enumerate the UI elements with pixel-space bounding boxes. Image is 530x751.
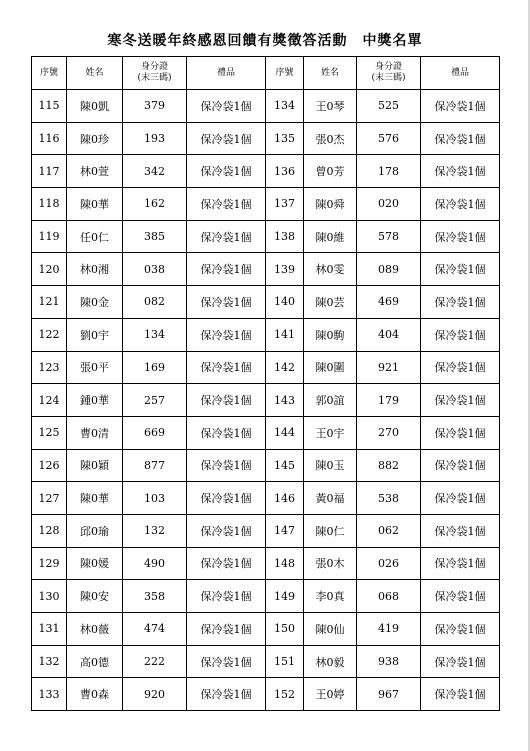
cell-gift: 保冷袋1個 (187, 416, 266, 449)
cell-id: 038 (123, 253, 187, 286)
cell-gift: 保冷袋1個 (421, 514, 500, 547)
cell-seq: 137 (266, 188, 304, 221)
cell-id: 474 (123, 613, 187, 646)
cell-name: 陳0維 (304, 220, 357, 253)
cell-name: 邱0瑜 (67, 514, 123, 547)
cell-gift: 保冷袋1個 (187, 449, 266, 482)
cell-name: 陳0華 (67, 482, 123, 515)
cell-seq: 139 (266, 253, 304, 286)
table-row (32, 351, 500, 384)
table-row (32, 645, 500, 678)
cell-name: 黃0福 (304, 482, 357, 515)
cell-name: 任0仁 (67, 220, 123, 253)
cell-seq: 141 (266, 318, 304, 351)
cell-name: 王0琴 (304, 90, 357, 123)
cell-name: 陳0芸 (304, 286, 357, 319)
cell-name: 郭0誼 (304, 384, 357, 417)
cell-name: 劉0宇 (67, 318, 123, 351)
cell-name: 林0薇 (67, 613, 123, 646)
cell-name: 陳0玉 (304, 449, 357, 482)
cell-gift: 保冷袋1個 (421, 678, 500, 711)
cell-gift: 保冷袋1個 (421, 253, 500, 286)
cell-seq: 118 (32, 188, 67, 221)
cell-name: 林0雯 (304, 253, 357, 286)
cell-id: 404 (357, 318, 421, 351)
cell-id: 082 (123, 286, 187, 319)
cell-gift: 保冷袋1個 (187, 384, 266, 417)
header-id-sub: (末三碼) (371, 73, 406, 83)
cell-seq: 150 (266, 613, 304, 646)
cell-seq: 130 (32, 580, 67, 613)
table-row (32, 547, 500, 580)
cell-name: 陳0珍 (67, 122, 123, 155)
page-title: 寒冬送暖年終感恩回饋有獎徵答活動 中獎名單 (107, 33, 423, 49)
cell-gift: 保冷袋1個 (187, 318, 266, 351)
table-row (32, 580, 500, 613)
header-seq: 序號 (32, 57, 67, 90)
cell-gift: 保冷袋1個 (187, 547, 266, 580)
cell-name: 陳0駒 (304, 318, 357, 351)
cell-gift: 保冷袋1個 (187, 253, 266, 286)
cell-seq: 151 (266, 645, 304, 678)
cell-seq: 117 (32, 155, 67, 188)
cell-id: 490 (123, 547, 187, 580)
cell-seq: 119 (32, 220, 67, 253)
cell-id: 385 (123, 220, 187, 253)
cell-seq: 140 (266, 286, 304, 319)
cell-name: 林0湘 (67, 253, 123, 286)
cell-gift: 保冷袋1個 (421, 547, 500, 580)
cell-name: 李0真 (304, 580, 357, 613)
cell-seq: 138 (266, 220, 304, 253)
cell-id: 270 (357, 416, 421, 449)
cell-seq: 123 (32, 351, 67, 384)
table-row (32, 678, 500, 711)
cell-id: 538 (357, 482, 421, 515)
cell-gift: 保冷袋1個 (421, 155, 500, 188)
cell-gift: 保冷袋1個 (187, 90, 266, 123)
cell-id: 578 (357, 220, 421, 253)
cell-gift: 保冷袋1個 (187, 188, 266, 221)
cell-id: 669 (123, 416, 187, 449)
cell-name: 王0宇 (304, 416, 357, 449)
cell-gift: 保冷袋1個 (421, 286, 500, 319)
table-row (32, 318, 500, 351)
header-name: 姓名 (304, 57, 357, 90)
cell-id: 103 (123, 482, 187, 515)
table-row (32, 220, 500, 253)
cell-seq: 152 (266, 678, 304, 711)
cell-name: 鍾0華 (67, 384, 123, 417)
cell-id: 062 (357, 514, 421, 547)
table-row (32, 613, 500, 646)
cell-id: 193 (123, 122, 187, 155)
winners-table (31, 56, 500, 711)
cell-gift: 保冷袋1個 (187, 645, 266, 678)
table-row (32, 416, 500, 449)
cell-id: 169 (123, 351, 187, 384)
cell-id: 089 (357, 253, 421, 286)
header-gift: 禮品 (187, 57, 266, 90)
cell-id: 179 (357, 384, 421, 417)
cell-id: 576 (357, 122, 421, 155)
cell-id: 379 (123, 90, 187, 123)
cell-seq: 126 (32, 449, 67, 482)
cell-id: 525 (357, 90, 421, 123)
cell-seq: 131 (32, 613, 67, 646)
cell-id: 921 (357, 351, 421, 384)
cell-id: 134 (123, 318, 187, 351)
header-id-main: 身分證 (374, 62, 402, 72)
table-row (32, 514, 500, 547)
table-row (32, 482, 500, 515)
header-name: 姓名 (67, 57, 123, 90)
cell-gift: 保冷袋1個 (187, 286, 266, 319)
header-id-main: 身分證 (140, 62, 168, 72)
cell-seq: 128 (32, 514, 67, 547)
header-id-sub: (末三碼) (137, 73, 172, 83)
cell-id: 178 (357, 155, 421, 188)
header-seq: 序號 (266, 57, 304, 90)
cell-gift: 保冷袋1個 (187, 482, 266, 515)
cell-seq: 120 (32, 253, 67, 286)
cell-gift: 保冷袋1個 (421, 220, 500, 253)
cell-name: 陳0仙 (304, 613, 357, 646)
cell-seq: 115 (32, 90, 67, 123)
cell-gift: 保冷袋1個 (421, 645, 500, 678)
cell-name: 陳0華 (67, 188, 123, 221)
header-id (357, 57, 421, 90)
cell-id: 162 (123, 188, 187, 221)
cell-name: 陳0媛 (67, 547, 123, 580)
cell-gift: 保冷袋1個 (187, 613, 266, 646)
table-row (32, 155, 500, 188)
cell-id: 967 (357, 678, 421, 711)
cell-seq: 133 (32, 678, 67, 711)
cell-name: 張0杰 (304, 122, 357, 155)
cell-id: 469 (357, 286, 421, 319)
cell-name: 陳0安 (67, 580, 123, 613)
cell-gift: 保冷袋1個 (187, 580, 266, 613)
header-gift: 禮品 (421, 57, 500, 90)
cell-seq: 127 (32, 482, 67, 515)
table-row (32, 90, 500, 123)
cell-gift: 保冷袋1個 (421, 580, 500, 613)
cell-seq: 122 (32, 318, 67, 351)
cell-id: 419 (357, 613, 421, 646)
cell-gift: 保冷袋1個 (421, 351, 500, 384)
cell-seq: 143 (266, 384, 304, 417)
cell-seq: 125 (32, 416, 67, 449)
cell-name: 陳0金 (67, 286, 123, 319)
cell-name: 陳0舜 (304, 188, 357, 221)
cell-id: 920 (123, 678, 187, 711)
cell-id: 882 (357, 449, 421, 482)
cell-name: 曹0森 (67, 678, 123, 711)
cell-seq: 132 (32, 645, 67, 678)
cell-name: 陳0仁 (304, 514, 357, 547)
cell-id: 068 (357, 580, 421, 613)
cell-gift: 保冷袋1個 (421, 449, 500, 482)
cell-gift: 保冷袋1個 (421, 384, 500, 417)
cell-gift: 保冷袋1個 (421, 613, 500, 646)
cell-name: 張0木 (304, 547, 357, 580)
table-header-row (32, 57, 500, 90)
cell-id: 222 (123, 645, 187, 678)
cell-name: 林0毅 (304, 645, 357, 678)
cell-name: 王0婷 (304, 678, 357, 711)
cell-seq: 124 (32, 384, 67, 417)
cell-gift: 保冷袋1個 (421, 318, 500, 351)
cell-gift: 保冷袋1個 (187, 678, 266, 711)
cell-seq: 142 (266, 351, 304, 384)
cell-id: 026 (357, 547, 421, 580)
cell-seq: 129 (32, 547, 67, 580)
cell-seq: 121 (32, 286, 67, 319)
cell-gift: 保冷袋1個 (187, 220, 266, 253)
cell-gift: 保冷袋1個 (421, 188, 500, 221)
table-row (32, 286, 500, 319)
cell-name: 陳0穎 (67, 449, 123, 482)
cell-seq: 149 (266, 580, 304, 613)
cell-seq: 145 (266, 449, 304, 482)
table-row (32, 449, 500, 482)
cell-gift: 保冷袋1個 (421, 122, 500, 155)
table-row (32, 122, 500, 155)
cell-gift: 保冷袋1個 (187, 155, 266, 188)
cell-id: 877 (123, 449, 187, 482)
cell-name: 張0平 (67, 351, 123, 384)
table-row (32, 253, 500, 286)
cell-name: 曾0芳 (304, 155, 357, 188)
cell-gift: 保冷袋1個 (187, 122, 266, 155)
cell-name: 陳0圍 (304, 351, 357, 384)
cell-seq: 148 (266, 547, 304, 580)
cell-id: 257 (123, 384, 187, 417)
cell-id: 938 (357, 645, 421, 678)
cell-name: 陳0凱 (67, 90, 123, 123)
cell-name: 林0萱 (67, 155, 123, 188)
cell-seq: 116 (32, 122, 67, 155)
cell-gift: 保冷袋1個 (187, 351, 266, 384)
cell-seq: 147 (266, 514, 304, 547)
cell-gift: 保冷袋1個 (187, 514, 266, 547)
table-body (32, 90, 500, 711)
cell-seq: 135 (266, 122, 304, 155)
cell-seq: 134 (266, 90, 304, 123)
cell-gift: 保冷袋1個 (421, 90, 500, 123)
cell-name: 曹0清 (67, 416, 123, 449)
table-row (32, 384, 500, 417)
cell-id: 342 (123, 155, 187, 188)
cell-seq: 144 (266, 416, 304, 449)
cell-gift: 保冷袋1個 (421, 416, 500, 449)
table-row (32, 188, 500, 221)
cell-id: 132 (123, 514, 187, 547)
cell-seq: 136 (266, 155, 304, 188)
cell-seq: 146 (266, 482, 304, 515)
cell-id: 020 (357, 188, 421, 221)
cell-gift: 保冷袋1個 (421, 482, 500, 515)
cell-id: 358 (123, 580, 187, 613)
cell-name: 高0德 (67, 645, 123, 678)
header-id (123, 57, 187, 90)
